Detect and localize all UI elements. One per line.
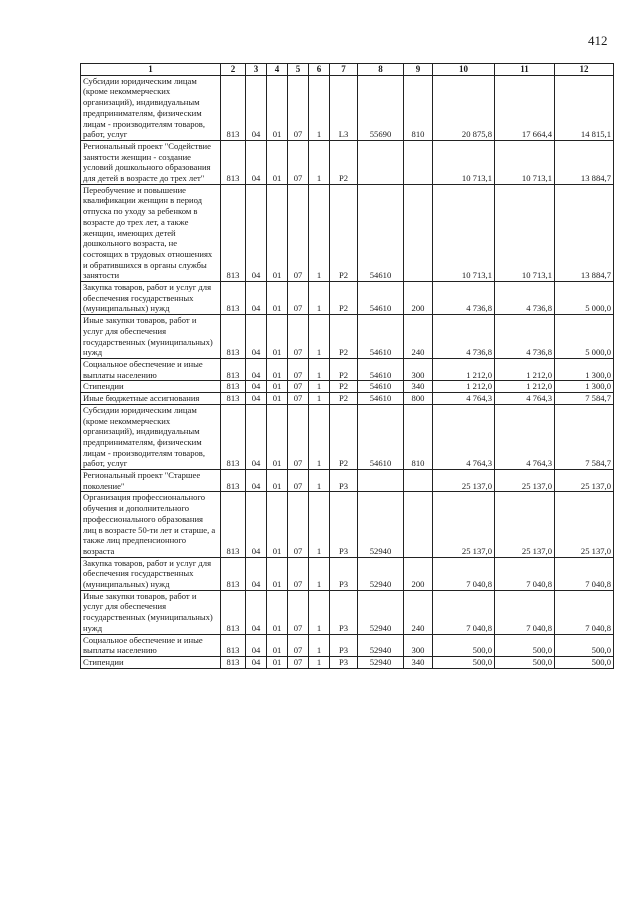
- cell-project: P3: [330, 557, 358, 590]
- header-cell: 2: [221, 64, 246, 76]
- cell-subsection: 01: [267, 140, 288, 184]
- cell-amount-year1: 10 713,1: [433, 184, 495, 281]
- cell-amount-year2: 500,0: [495, 634, 555, 656]
- table-row: [81, 381, 614, 393]
- cell-direction: 52940: [358, 557, 404, 590]
- cell-subprogram: 1: [309, 381, 330, 393]
- header-cell: 4: [267, 64, 288, 76]
- cell-subprogram: 1: [309, 557, 330, 590]
- row-name: Субсидии юридическим лицам (кроме некоммерческих организаций), индивидуальным предпринимателям, физическим лицам - производителям товаров, работ, услуг: [81, 404, 221, 469]
- cell-expense-type: 810: [404, 75, 433, 140]
- row-name: Стипендии: [81, 381, 221, 393]
- cell-amount-year1: 20 875,8: [433, 75, 495, 140]
- cell-subprogram: 1: [309, 590, 330, 634]
- cell-project: P2: [330, 393, 358, 405]
- cell-expense-type: 800: [404, 393, 433, 405]
- cell-program: 07: [288, 404, 309, 469]
- cell-program: 07: [288, 282, 309, 315]
- cell-subsection: 01: [267, 634, 288, 656]
- cell-project: P2: [330, 282, 358, 315]
- cell-project: P3: [330, 492, 358, 557]
- cell-amount-year2: 4 764,3: [495, 404, 555, 469]
- cell-amount-year1: 10 713,1: [433, 140, 495, 184]
- cell-amount-year3: 500,0: [555, 634, 614, 656]
- cell-amount-year3: 7 040,8: [555, 590, 614, 634]
- cell-amount-year3: 13 884,7: [555, 140, 614, 184]
- cell-subsection: 01: [267, 590, 288, 634]
- row-name: Региональный проект "Старшее поколение": [81, 470, 221, 492]
- cell-amount-year3: 7 584,7: [555, 393, 614, 405]
- cell-direction: 54610: [358, 315, 404, 359]
- cell-subsection: 01: [267, 184, 288, 281]
- cell-program: 07: [288, 470, 309, 492]
- cell-amount-year2: 4 736,8: [495, 282, 555, 315]
- header-cell: 9: [404, 64, 433, 76]
- cell-amount-year3: 1 300,0: [555, 358, 614, 380]
- header-cell: 12: [555, 64, 614, 76]
- cell-amount-year2: 10 713,1: [495, 184, 555, 281]
- cell-amount-year3: 7 040,8: [555, 557, 614, 590]
- table-row: [81, 656, 614, 668]
- cell-amount-year2: 1 212,0: [495, 358, 555, 380]
- cell-project: P3: [330, 470, 358, 492]
- cell-direction: 54610: [358, 404, 404, 469]
- cell-amount-year1: 25 137,0: [433, 492, 495, 557]
- table-row: [81, 557, 614, 590]
- cell-project: P2: [330, 381, 358, 393]
- cell-section: 04: [246, 140, 267, 184]
- cell-program: 07: [288, 656, 309, 668]
- cell-subprogram: 1: [309, 358, 330, 380]
- cell-direction: 52940: [358, 590, 404, 634]
- cell-amount-year1: 4 764,3: [433, 393, 495, 405]
- cell-amount-year1: 7 040,8: [433, 590, 495, 634]
- cell-ministry: 813: [221, 184, 246, 281]
- table-row: [81, 282, 614, 315]
- cell-direction: 55690: [358, 75, 404, 140]
- cell-amount-year1: 1 212,0: [433, 358, 495, 380]
- header-cell: 7: [330, 64, 358, 76]
- cell-expense-type: [404, 184, 433, 281]
- cell-project: P3: [330, 634, 358, 656]
- cell-subsection: 01: [267, 470, 288, 492]
- row-name: Переобучение и повышение квалификации женщин в период отпуска по уходу за ребенком в возрасте до трех лет, а также женщин, имеющих детей дошкольного возраста, не состоящих в трудовых отношениях и обратившихся в органы службы занятости: [81, 184, 221, 281]
- cell-amount-year3: 5 000,0: [555, 315, 614, 359]
- cell-amount-year2: 7 040,8: [495, 590, 555, 634]
- cell-section: 04: [246, 282, 267, 315]
- cell-ministry: 813: [221, 140, 246, 184]
- cell-ministry: 813: [221, 393, 246, 405]
- cell-subsection: 01: [267, 404, 288, 469]
- cell-program: 07: [288, 75, 309, 140]
- cell-amount-year2: 25 137,0: [495, 470, 555, 492]
- cell-project: L3: [330, 75, 358, 140]
- cell-ministry: 813: [221, 358, 246, 380]
- table-row: [81, 75, 614, 140]
- cell-ministry: 813: [221, 557, 246, 590]
- cell-expense-type: 810: [404, 404, 433, 469]
- cell-subsection: 01: [267, 75, 288, 140]
- cell-subprogram: 1: [309, 184, 330, 281]
- cell-section: 04: [246, 656, 267, 668]
- cell-section: 04: [246, 470, 267, 492]
- cell-ministry: 813: [221, 656, 246, 668]
- cell-program: 07: [288, 393, 309, 405]
- header-cell: 10: [433, 64, 495, 76]
- row-name: Иные закупки товаров, работ и услуг для обеспечения государственных (муниципальных) нужд: [81, 315, 221, 359]
- cell-subprogram: 1: [309, 656, 330, 668]
- cell-subsection: 01: [267, 358, 288, 380]
- header-cell: 6: [309, 64, 330, 76]
- cell-amount-year1: 7 040,8: [433, 557, 495, 590]
- cell-amount-year1: 500,0: [433, 656, 495, 668]
- cell-section: 04: [246, 634, 267, 656]
- cell-ministry: 813: [221, 470, 246, 492]
- cell-direction: [358, 470, 404, 492]
- header-cell: 1: [81, 64, 221, 76]
- cell-section: 04: [246, 393, 267, 405]
- cell-amount-year2: 17 664,4: [495, 75, 555, 140]
- cell-amount-year2: 4 736,8: [495, 315, 555, 359]
- cell-amount-year3: 7 584,7: [555, 404, 614, 469]
- cell-subsection: 01: [267, 492, 288, 557]
- row-name: Организация профессионального обучения и дополнительного профессионального образования лиц в возрасте 50-ти лет и старше, а также лиц предпенсионного возраста: [81, 492, 221, 557]
- cell-project: P3: [330, 590, 358, 634]
- cell-expense-type: [404, 470, 433, 492]
- row-name: Стипендии: [81, 656, 221, 668]
- cell-program: 07: [288, 315, 309, 359]
- cell-section: 04: [246, 557, 267, 590]
- cell-ministry: 813: [221, 404, 246, 469]
- cell-amount-year1: 4 736,8: [433, 282, 495, 315]
- cell-ministry: 813: [221, 492, 246, 557]
- cell-subprogram: 1: [309, 492, 330, 557]
- cell-ministry: 813: [221, 75, 246, 140]
- cell-project: P2: [330, 315, 358, 359]
- cell-subprogram: 1: [309, 315, 330, 359]
- cell-ministry: 813: [221, 590, 246, 634]
- cell-direction: 52940: [358, 492, 404, 557]
- cell-project: P2: [330, 184, 358, 281]
- table-row: [81, 358, 614, 380]
- cell-direction: 52940: [358, 634, 404, 656]
- cell-program: 07: [288, 184, 309, 281]
- cell-expense-type: 240: [404, 590, 433, 634]
- row-name: Социальное обеспечение и иные выплаты населению: [81, 358, 221, 380]
- cell-section: 04: [246, 315, 267, 359]
- row-name: Иные бюджетные ассигнования: [81, 393, 221, 405]
- row-name: Социальное обеспечение и иные выплаты населению: [81, 634, 221, 656]
- header-cell: 11: [495, 64, 555, 76]
- cell-ministry: 813: [221, 634, 246, 656]
- cell-ministry: 813: [221, 381, 246, 393]
- cell-subprogram: 1: [309, 393, 330, 405]
- header-cell: 3: [246, 64, 267, 76]
- row-name: Региональный проект "Содействие занятости женщин - создание условий дошкольного образования для детей в возрасте до трех лет": [81, 140, 221, 184]
- cell-expense-type: 200: [404, 557, 433, 590]
- cell-program: 07: [288, 381, 309, 393]
- cell-direction: 54610: [358, 358, 404, 380]
- cell-program: 07: [288, 492, 309, 557]
- cell-program: 07: [288, 590, 309, 634]
- cell-amount-year2: 1 212,0: [495, 381, 555, 393]
- cell-subsection: 01: [267, 656, 288, 668]
- table-row: [81, 590, 614, 634]
- cell-program: 07: [288, 634, 309, 656]
- header-cell: 5: [288, 64, 309, 76]
- cell-direction: 54610: [358, 282, 404, 315]
- cell-amount-year2: 25 137,0: [495, 492, 555, 557]
- table-row: [81, 404, 614, 469]
- cell-program: 07: [288, 140, 309, 184]
- cell-expense-type: 300: [404, 634, 433, 656]
- cell-amount-year3: 13 884,7: [555, 184, 614, 281]
- cell-expense-type: 340: [404, 656, 433, 668]
- table-row: [81, 470, 614, 492]
- cell-amount-year2: 7 040,8: [495, 557, 555, 590]
- cell-subsection: 01: [267, 557, 288, 590]
- row-name: Иные закупки товаров, работ и услуг для обеспечения государственных (муниципальных) нужд: [81, 590, 221, 634]
- budget-table: [80, 63, 614, 669]
- cell-amount-year3: 500,0: [555, 656, 614, 668]
- cell-project: P2: [330, 140, 358, 184]
- cell-section: 04: [246, 184, 267, 281]
- cell-direction: 54610: [358, 184, 404, 281]
- cell-amount-year3: 1 300,0: [555, 381, 614, 393]
- table-row: [81, 634, 614, 656]
- cell-expense-type: [404, 492, 433, 557]
- cell-expense-type: 240: [404, 315, 433, 359]
- table-body: [81, 75, 614, 668]
- cell-subsection: 01: [267, 393, 288, 405]
- cell-subsection: 01: [267, 315, 288, 359]
- table-row: [81, 492, 614, 557]
- cell-subprogram: 1: [309, 140, 330, 184]
- row-name: Закупка товаров, работ и услуг для обеспечения государственных (муниципальных) нужд: [81, 282, 221, 315]
- cell-section: 04: [246, 75, 267, 140]
- cell-ministry: 813: [221, 315, 246, 359]
- table-row: [81, 140, 614, 184]
- cell-expense-type: [404, 140, 433, 184]
- cell-amount-year1: 4 736,8: [433, 315, 495, 359]
- cell-subprogram: 1: [309, 634, 330, 656]
- cell-subprogram: 1: [309, 75, 330, 140]
- cell-project: P2: [330, 404, 358, 469]
- cell-amount-year2: 4 764,3: [495, 393, 555, 405]
- cell-expense-type: 340: [404, 381, 433, 393]
- header-cell: 8: [358, 64, 404, 76]
- cell-section: 04: [246, 492, 267, 557]
- cell-project: P2: [330, 358, 358, 380]
- cell-program: 07: [288, 557, 309, 590]
- cell-amount-year2: 500,0: [495, 656, 555, 668]
- cell-program: 07: [288, 358, 309, 380]
- table-row: [81, 393, 614, 405]
- cell-amount-year3: 25 137,0: [555, 492, 614, 557]
- table-row: [81, 184, 614, 281]
- cell-subprogram: 1: [309, 470, 330, 492]
- cell-section: 04: [246, 381, 267, 393]
- cell-project: P3: [330, 656, 358, 668]
- cell-direction: 54610: [358, 381, 404, 393]
- cell-amount-year2: 10 713,1: [495, 140, 555, 184]
- row-name: Субсидии юридическим лицам (кроме некоммерческих организаций), индивидуальным предпринимателям, физическим лицам - производителям товаров, работ, услуг: [81, 75, 221, 140]
- cell-ministry: 813: [221, 282, 246, 315]
- cell-amount-year3: 14 815,1: [555, 75, 614, 140]
- table-row: [81, 315, 614, 359]
- cell-direction: 54610: [358, 393, 404, 405]
- cell-amount-year3: 5 000,0: [555, 282, 614, 315]
- cell-subsection: 01: [267, 282, 288, 315]
- cell-section: 04: [246, 358, 267, 380]
- cell-expense-type: 200: [404, 282, 433, 315]
- cell-amount-year1: 25 137,0: [433, 470, 495, 492]
- cell-expense-type: 300: [404, 358, 433, 380]
- cell-section: 04: [246, 590, 267, 634]
- cell-subprogram: 1: [309, 404, 330, 469]
- cell-subprogram: 1: [309, 282, 330, 315]
- cell-direction: 52940: [358, 656, 404, 668]
- cell-section: 04: [246, 404, 267, 469]
- cell-subsection: 01: [267, 381, 288, 393]
- cell-amount-year1: 4 764,3: [433, 404, 495, 469]
- cell-direction: [358, 140, 404, 184]
- header-row: [81, 64, 614, 76]
- page-number: 412: [588, 33, 608, 48]
- cell-amount-year3: 25 137,0: [555, 470, 614, 492]
- row-name: Закупка товаров, работ и услуг для обеспечения государственных (муниципальных) нужд: [81, 557, 221, 590]
- cell-amount-year1: 1 212,0: [433, 381, 495, 393]
- cell-amount-year1: 500,0: [433, 634, 495, 656]
